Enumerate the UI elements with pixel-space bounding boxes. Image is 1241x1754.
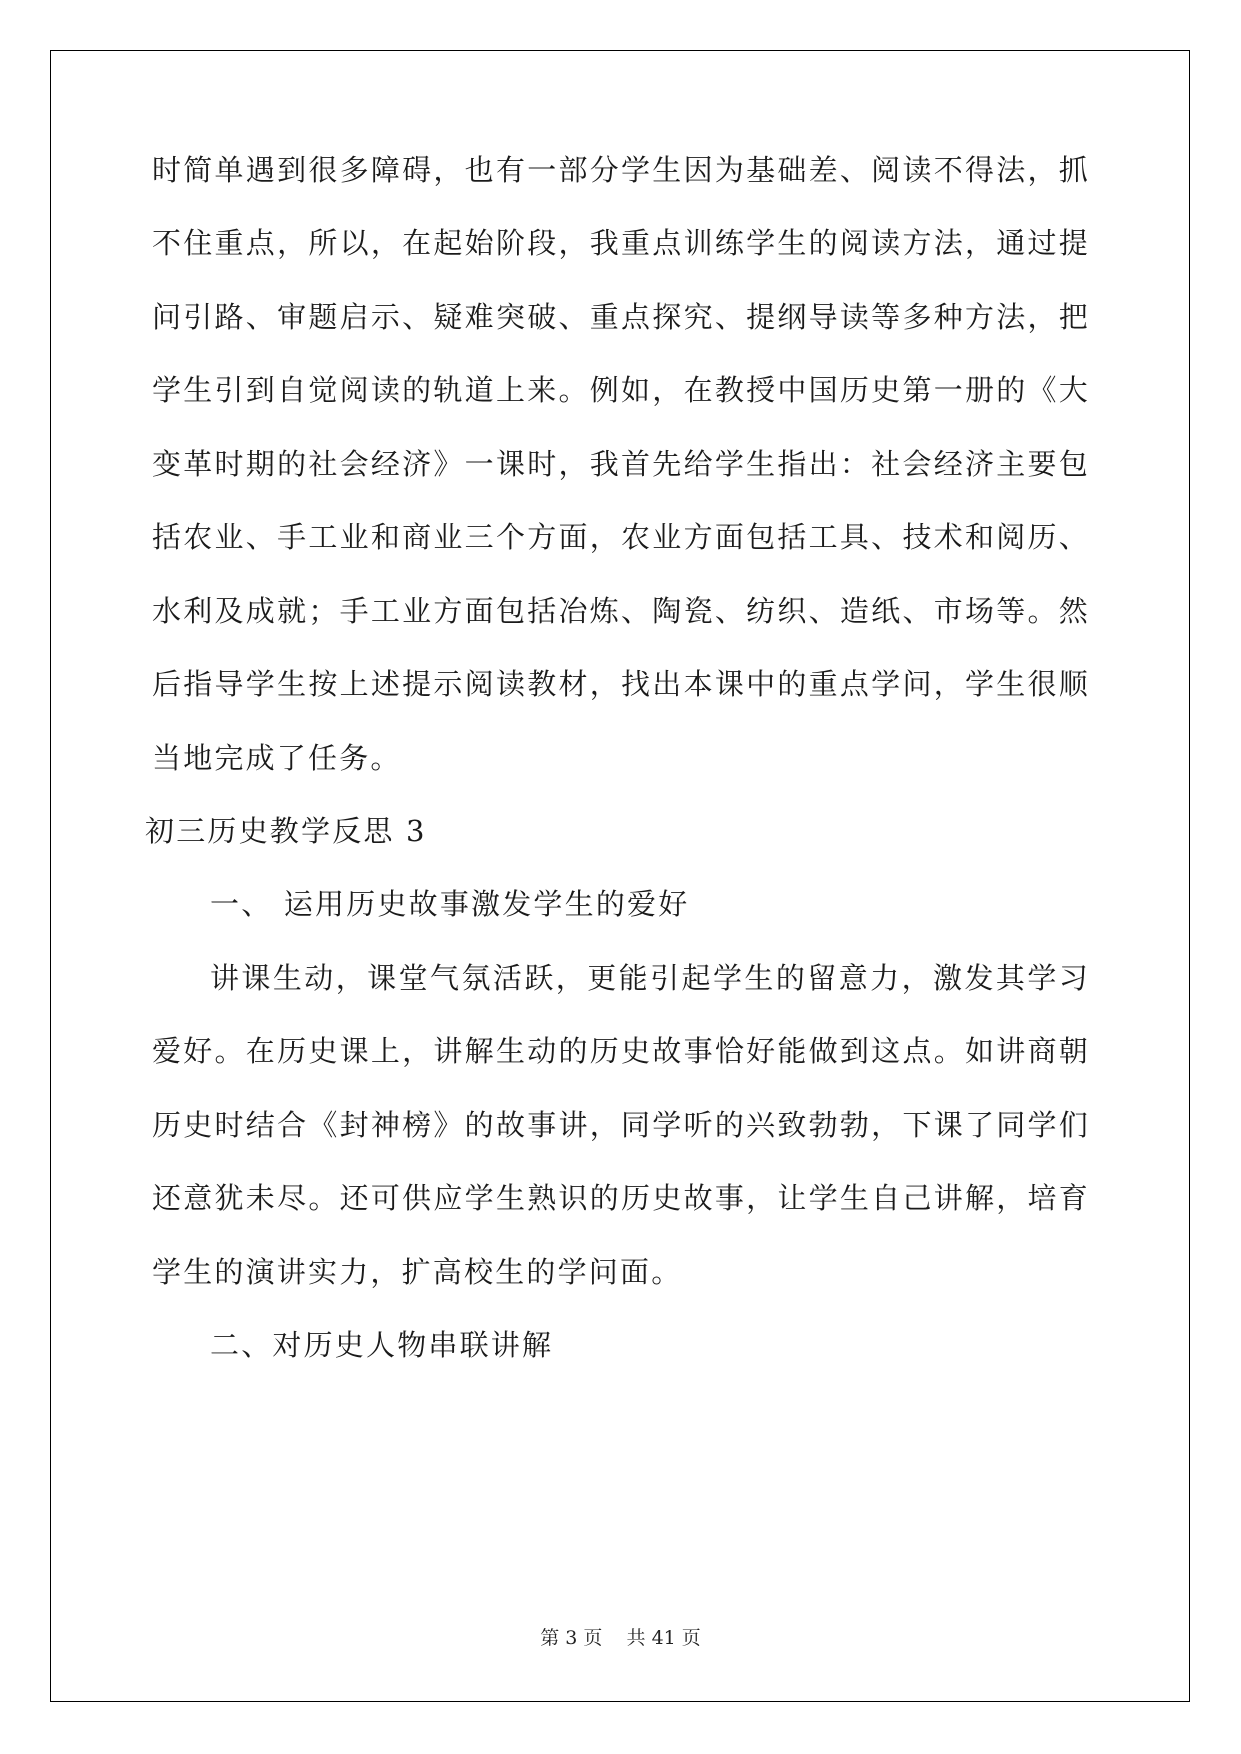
paragraph-line: 括农业、手工业和商业三个方面，农业方面包括工具、技术和阅历、 xyxy=(152,520,1090,554)
paragraph-line: 当地完成了任务。 xyxy=(152,741,402,775)
paragraph-line: 学生引到自觉阅读的轨道上来。例如，在教授中国历史第一册的《大 xyxy=(152,373,1090,407)
paragraph-line: 时简单遇到很多障碍，也有一部分学生因为基础差、阅读不得法，抓 xyxy=(152,153,1090,187)
paragraph-line: 讲课生动，课堂气氛活跃，更能引起学生的留意力，激发其学习 xyxy=(210,961,1090,995)
paragraph-line: 问引路、审题启示、疑难突破、重点探究、提纲导读等多种方法，把 xyxy=(152,300,1090,334)
paragraph-line: 水利及成就；手工业方面包括冶炼、陶瓷、纺织、造纸、市场等。然 xyxy=(152,594,1090,628)
paragraph-line: 历史时结合《封神榜》的故事讲，同学听的兴致勃勃，下课了同学们 xyxy=(152,1108,1090,1142)
section-title: 初三历史教学反思 3 xyxy=(145,814,427,848)
paragraph-line: 爱好。在历史课上，讲解生动的历史故事恰好能做到这点。如讲商朝 xyxy=(152,1034,1090,1068)
page-number: 第 3 页 共 41 页 xyxy=(540,1627,701,1649)
paragraph-line: 不住重点，所以，在起始阶段，我重点训练学生的阅读方法，通过提 xyxy=(152,226,1090,260)
paragraph-line: 变革时期的社会经济》一课时，我首先给学生指出：社会经济主要包 xyxy=(152,447,1090,481)
paragraph-line: 学生的演讲实力，扩高校生的学问面。 xyxy=(152,1255,683,1289)
paragraph-line: 后指导学生按上述提示阅读教材，找出本课中的重点学问，学生很顺 xyxy=(152,667,1090,701)
subheading: 一、 运用历史故事激发学生的爱好 xyxy=(210,887,690,921)
paragraph-line: 还意犹未尽。还可供应学生熟识的历史故事，让学生自己讲解，培育 xyxy=(152,1181,1090,1215)
subheading: 二、对历史人物串联讲解 xyxy=(210,1328,554,1362)
